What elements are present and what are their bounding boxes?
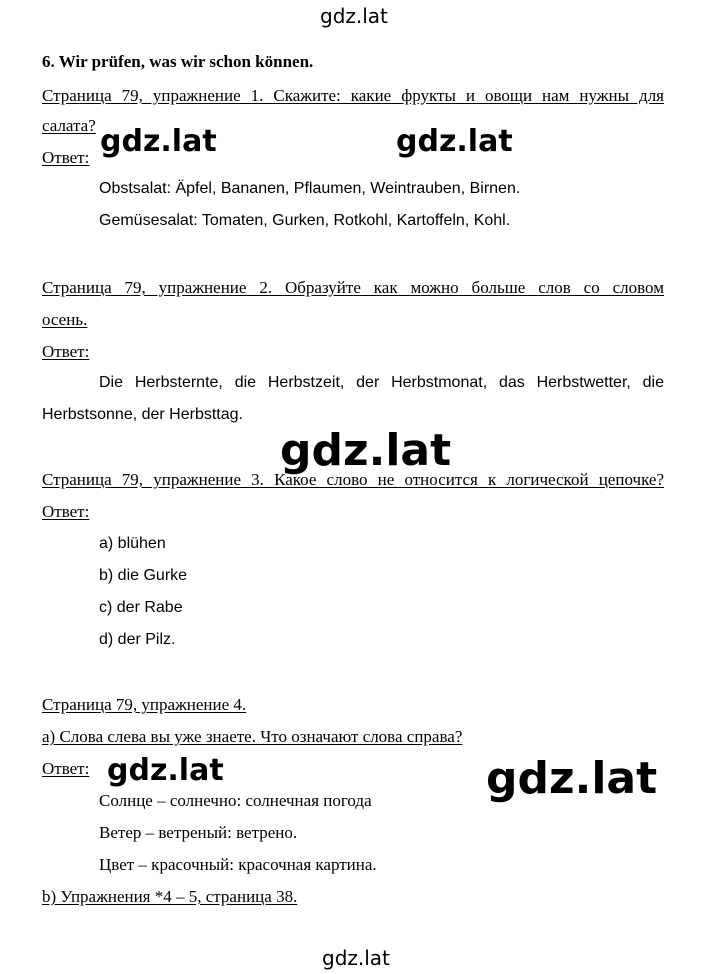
ex4-answer-label: Ответ: [42,759,90,778]
ex2-answer-label: Ответ: [42,342,90,361]
ex3-question: Страница 79, упражнение 3. Какое слово не относится к логической цепочке? [42,470,664,489]
ex4-answer-line: Солнце – солнечно: солнечная погода [99,791,372,810]
ex1-question-line2: салата? [42,116,96,135]
ex4-question: Страница 79, упражнение 4. [42,695,247,714]
ex4-part-a: a) Слова слева вы уже знаете. Что означают слова справа? [42,727,463,746]
ex1-question-line1: Страница 79, упражнение 1. Скажите: какие фрукты и овощи нам нужны для [42,86,664,105]
ex3-option: a) blühen [99,535,166,552]
ex4-answer-line: Ветер – ветреный: ветрено. [99,823,298,842]
ex3-option: c) der Rabe [99,599,183,616]
ex2-question-line2: осень. [42,310,88,329]
watermark: gdz.lat [96,123,221,161]
ex3-answer-label: Ответ: [42,502,90,521]
ex1-answer-line: Gemüsesalat: Tomaten, Gurken, Rotkohl, Kartoffeln, Kohl. [99,212,511,229]
section-title: 6. Wir prüfen, was wir schon können. [42,52,314,71]
header-watermark: gdz.lat [320,4,388,28]
watermark: gdz.lat [280,425,452,476]
ex4-part-b: b) Упражнения *4 – 5, страница 38. [42,887,298,906]
watermark: gdz.lat [486,753,658,804]
watermark: gdz.lat [392,123,517,161]
ex2-answer-line1: Die Herbsternte, die Herbstzeit, der Herbstmonat, das Herbstwetter, die [99,374,664,391]
ex4-answer-line: Цвет – красочный: красочная картина. [99,855,377,874]
ex2-answer-line2: Herbstsonne, der Herbsttag. [42,406,243,423]
ex3-option: b) die Gurke [99,567,188,584]
ex1-answer-label: Ответ: [42,148,90,167]
ex2-question-line1: Страница 79, упражнение 2. Образуйте как можно больше слов со словом [42,278,664,297]
ex3-option: d) der Pilz. [99,631,176,648]
footer-watermark: gdz.lat [322,946,390,970]
watermark: gdz.lat [103,752,228,790]
ex1-answer-line: Obstsalat: Äpfel, Bananen, Pflaumen, Weintrauben, Birnen. [99,180,521,197]
